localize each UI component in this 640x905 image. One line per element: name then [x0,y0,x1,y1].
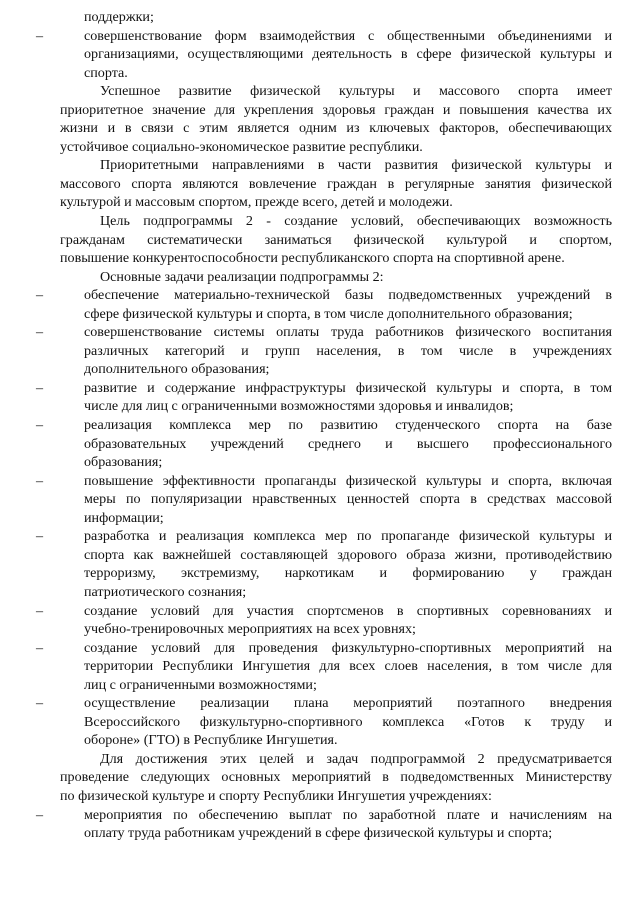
line-text: создание условий для участия спортсменов в спортивных соревнованиях и [84,602,612,619]
text-line [84,824,612,843]
text-line [84,731,612,750]
bullet-item-line [36,806,612,825]
line-text: оплату труда работникам учреждений в сфере физической культуры и спорта; [84,825,553,842]
text-line [100,750,612,769]
line-text: совершенствование системы оплаты труда работников физического воспитания [84,324,612,341]
bullet-dash: – [36,27,44,44]
text-line [60,175,612,194]
line-text: образования; [84,454,163,471]
line-text: повышение эффективности пропаганды физической культуры и спорта, включая [84,472,612,489]
line-text: осуществление реализации плана мероприятий поэтапного внедрения [84,695,612,712]
bullet-dash: – [36,528,44,545]
line-text: проведение следующих основных мероприятий в подведомственных Министерству [60,769,612,786]
bullet-dash: – [36,324,44,341]
text-line [84,453,612,472]
bullet-dash: – [36,806,44,823]
line-text: приоритетное значение для укрепления здоровья граждан и повышения качества их [60,101,612,118]
line-text: организациями, осуществляющими деятельность в сфере физической культуры и [84,46,612,63]
text-line [84,435,612,454]
line-text: различных категорий и групп населения, в том числе в учреждениях [84,342,612,359]
text-line [60,101,612,120]
line-text: гражданам систематически заниматься физической культурой и спортом, [60,231,612,248]
document-page [36,8,612,843]
line-text: территории Республики Ингушетия для всех слоев населения, в том числе для [84,658,612,675]
bullet-item-line [36,323,612,342]
text-line [84,657,612,676]
line-text: лиц с ограниченными возможностями; [84,676,317,693]
bullet-item-line [36,379,612,398]
line-text: реализация комплекса мер по развитию студенческого спорта на базе [84,417,612,434]
text-line [84,8,612,27]
line-text: сфере физической культуры и спорта, в том числе дополнительного образования; [84,305,573,322]
text-line [84,713,612,732]
text-line [100,268,612,287]
text-line [84,620,612,639]
line-text: поддержки; [84,9,154,25]
line-text: Приоритетными направлениями в части развития физической культуры и [100,157,612,174]
bullet-item-line [36,694,612,713]
text-line [84,360,612,379]
text-line [60,119,612,138]
text-line [84,342,612,361]
text-line [100,82,612,101]
line-text: по физической культуре и спорту Республики Ингушетия учреждениях: [60,787,492,804]
bullet-item-line [36,639,612,658]
line-text: устойчивое социально-экономическое развитие республики. [60,138,423,155]
text-line [84,546,612,565]
bullet-dash: – [36,639,44,656]
line-text: мероприятия по обеспечению выплат по заработной плате и начислениям на [84,806,612,823]
line-text: Основные задачи реализации подпрограммы 2: [100,268,384,285]
text-line [60,787,612,806]
text-line [100,156,612,175]
text-line [60,249,612,268]
bullet-item-line [36,527,612,546]
bullet-item-line [36,286,612,305]
text-line [60,231,612,250]
line-text: образовательных учреждений среднего и высшего профессионального [84,435,612,452]
line-text: Всероссийского физкультурно-спортивного комплекса «Готов к труду и [84,713,612,730]
line-text: Успешное развитие физической культуры и массового спорта имеет [100,83,612,100]
line-text: совершенствование форм взаимодействия с общественными объединениями и [84,27,612,44]
line-text: патриотического сознания; [84,583,247,600]
line-text: обеспечение материально-технической базы подведомственных учреждений в [84,287,612,304]
text-line [84,676,612,695]
line-text: учебно-тренировочных мероприятиях на всех уровнях; [84,621,416,638]
text-line [84,564,612,583]
line-text: спорта. [84,64,128,81]
text-line [84,45,612,64]
bullet-dash: – [36,417,44,434]
text-line [84,490,612,509]
text-line [84,305,612,324]
text-line [84,397,612,416]
line-text: разработка и реализация комплекса мер по пропаганде физической культуры и [84,528,612,545]
bullet-dash: – [36,472,44,489]
line-text: спорта как важнейшей составляющей здорового образа жизни, противодействию [84,546,612,563]
bullet-item-line [36,602,612,621]
text-line [60,138,612,157]
bullet-dash: – [36,602,44,619]
line-text: культурой и массовым спортом, прежде всего, детей и молодежи. [60,194,453,211]
bullet-dash: – [36,695,44,712]
text-line [84,509,612,528]
line-text: дополнительного образования; [84,361,270,378]
line-text: терроризму, экстремизму, наркотикам и формированию у граждан [84,565,612,582]
text-line [60,193,612,212]
bullet-item-line [36,27,612,46]
line-text: создание условий для проведения физкультурно-спортивных мероприятий на [84,639,612,656]
line-text: обороне» (ГТО) в Республике Ингушетия. [84,732,338,749]
line-text: меры по популяризации нравственных ценностей спорта в средствах массовой [84,491,612,508]
text-line [84,64,612,83]
text-line [84,583,612,602]
bullet-dash: – [36,379,44,396]
bullet-item-line [36,416,612,435]
line-text: жизни и в связи с этим является одним из ключевых факторов, обеспечивающих [60,120,612,137]
line-text: информации; [84,509,164,526]
line-text: повышение конкурентоспособности республиканского спорта на спортивной арене. [60,250,565,267]
line-text: Цель подпрограммы 2 - создание условий, обеспечивающих возможность [100,213,612,230]
line-text: массового спорта являются вовлечение граждан в регулярные занятия физической [60,175,612,192]
text-line [100,212,612,231]
bullet-item-line [36,472,612,491]
text-line [60,768,612,787]
line-text: Для достижения этих целей и задач подпрограммой 2 предусматривается [100,750,612,767]
line-text: числе для лиц с ограниченными возможностями здоровья и инвалидов; [84,398,514,415]
bullet-dash: – [36,287,44,304]
line-text: развитие и содержание инфраструктуры физической культуры и спорта, в том [84,379,612,396]
